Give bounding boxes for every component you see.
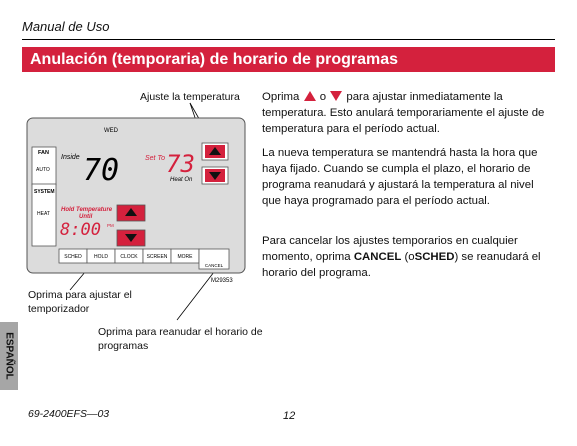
day-label: WED bbox=[104, 128, 118, 134]
until-label: Until bbox=[79, 214, 93, 220]
section-title: Anulación (temporaria) de horario de programas bbox=[22, 47, 555, 72]
p3-pre: Para cancelar los ajustes temporarios en cualquier momento, oprima bbox=[262, 235, 518, 263]
hold-temperature-label: Hold Temperature bbox=[61, 207, 113, 213]
p1-pre: Oprima bbox=[262, 91, 300, 103]
p3-sched-word: SCHED bbox=[414, 251, 455, 263]
callout-adjust-timer: Oprima para ajustar el temporizador bbox=[28, 289, 132, 315]
p3-cancel-word: CANCEL bbox=[353, 251, 402, 263]
screen-label: SCREEN bbox=[146, 254, 168, 260]
inside-label: Inside bbox=[61, 154, 80, 161]
setto-label: Set To bbox=[145, 155, 165, 162]
setto-temp: 73 bbox=[166, 150, 195, 178]
model-number: M29353 bbox=[211, 278, 233, 284]
callout-resume-schedule: Oprima para reanudar el horario de programas bbox=[98, 326, 263, 352]
language-tab-label: ESPAÑOL bbox=[3, 332, 15, 380]
callout-adjust-temp: Ajuste la temperatura bbox=[140, 91, 240, 103]
paragraph-hold: La nueva temperatura se mantendrá hasta la hora que haya fijado. Cuando se cumpla el plazo, el horario de programa reanudará y ajustará la temperatura al nivel que haya programado para el período actual. bbox=[262, 147, 538, 207]
p3-post: ) se reanudará el horario del programa. bbox=[262, 251, 541, 279]
system-value: HEAT bbox=[37, 211, 50, 217]
inside-temp: 70 bbox=[83, 153, 120, 188]
manual-header: Manual de Uso bbox=[22, 19, 110, 34]
language-tab bbox=[0, 322, 18, 390]
fan-value: AUTO bbox=[36, 167, 50, 173]
hold-label: HOLD bbox=[94, 254, 108, 260]
p1-post: para ajustar inmediatamente la temperatura. Esto anulará temporariamente el ajuste de temperatura para el período actual. bbox=[262, 91, 545, 135]
leader-line-cancel bbox=[177, 272, 214, 320]
hold-ampm: PM bbox=[107, 223, 114, 228]
system-label: SYSTEM bbox=[34, 189, 55, 195]
fan-label: FAN bbox=[38, 150, 49, 156]
p3-mid: (o bbox=[404, 251, 415, 263]
p1-or: o bbox=[319, 91, 327, 103]
page-number: 12 bbox=[283, 410, 296, 422]
cancel-label: CANCEL bbox=[204, 263, 224, 268]
sched-label: SCHED bbox=[64, 254, 82, 260]
doc-number: 69-2400EFS—03 bbox=[28, 408, 110, 420]
heat-on-label: Heat On bbox=[170, 177, 193, 183]
hold-time: 8:00 bbox=[60, 220, 101, 240]
more-label: MORE bbox=[177, 254, 193, 260]
clock-label: CLOCK bbox=[120, 254, 138, 260]
